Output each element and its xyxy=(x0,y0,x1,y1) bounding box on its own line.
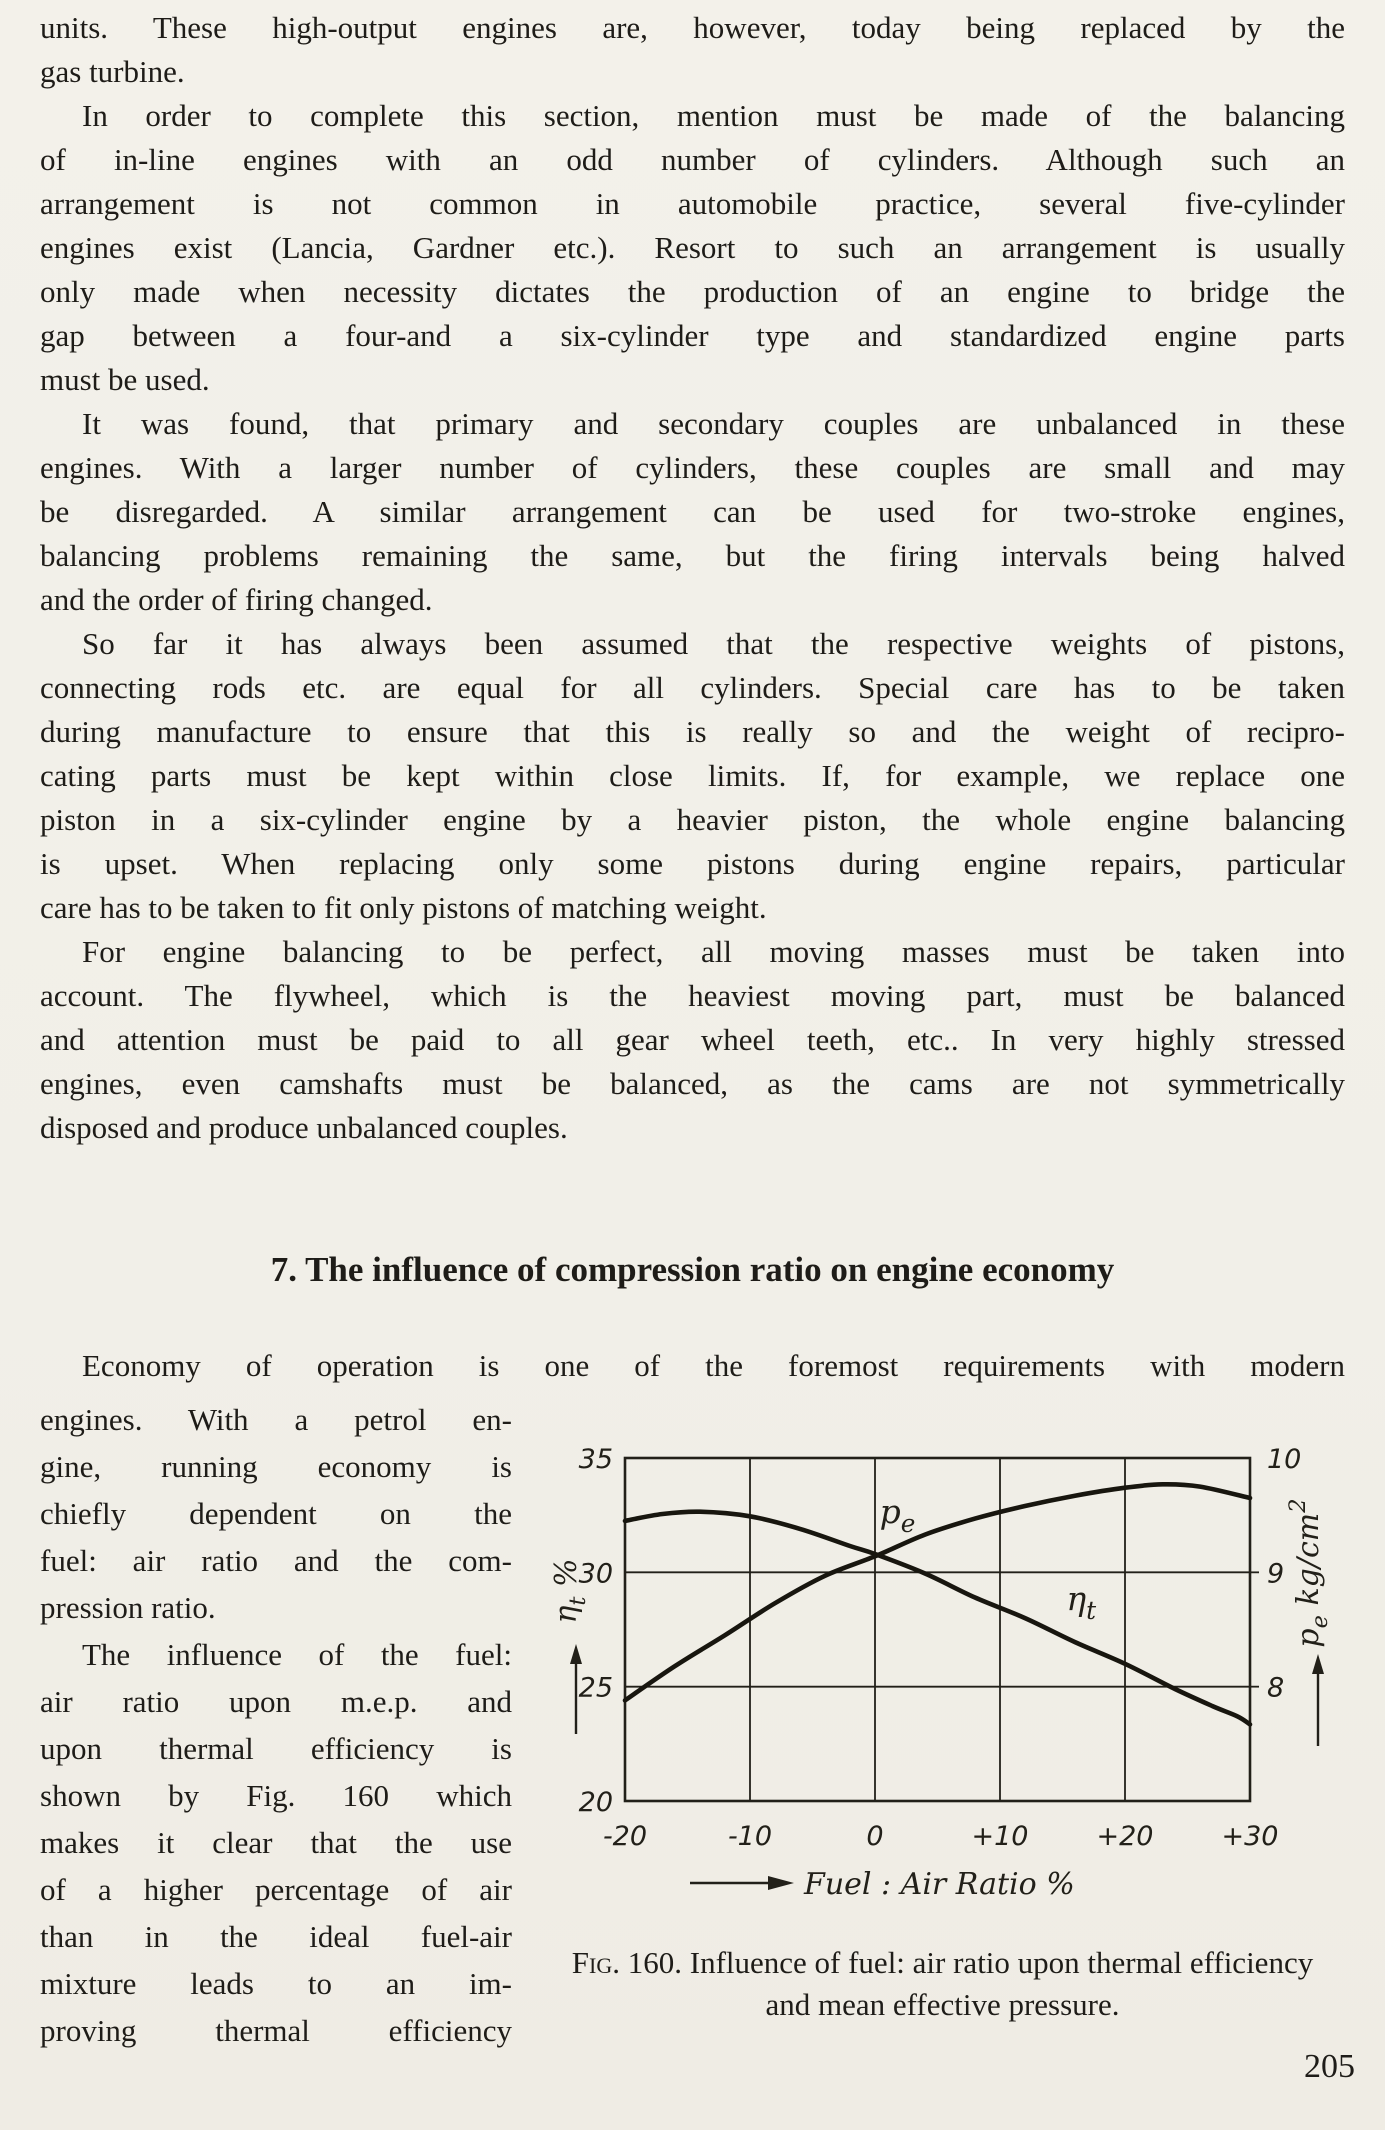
x-axis-tick: +10 xyxy=(971,1821,1029,1852)
text-line: For engine balancing to be perfect, all moving masses must be taken into xyxy=(82,934,1345,969)
x-axis-label: Fuel : Air Ratio % xyxy=(804,1867,1075,1902)
x-axis-tick: -20 xyxy=(602,1821,648,1852)
text-line: gine, running economy is xyxy=(40,1449,512,1484)
figure-caption-text: Influence of fuel: air ratio upon thermal efficiency and mean effective pressure. xyxy=(682,1945,1314,2022)
text-line: upon thermal efficiency is xyxy=(40,1731,512,1766)
text-line: is upset. When replacing only some pistons during engine repairs, particular xyxy=(40,846,1345,881)
pe-curve xyxy=(625,1484,1250,1700)
text-line: units. These high-output engines are, however, today being replaced by the xyxy=(40,10,1345,45)
text-line: disposed and produce unbalanced couples. xyxy=(40,1110,568,1145)
y-axis-tick-right: 10 xyxy=(1267,1444,1302,1475)
text-line: than in the ideal fuel-air xyxy=(40,1919,512,1954)
text-line: care has to be taken to fit only pistons of matching weight. xyxy=(40,890,767,925)
paragraph xyxy=(40,1631,512,2054)
text-line: and attention must be paid to all gear wheel teeth, etc.. In very highly stressed xyxy=(40,1022,1345,1057)
y-axis-tick-left: 25 xyxy=(578,1672,613,1704)
text-line: of a higher percentage of air xyxy=(40,1872,512,1907)
paragraph xyxy=(40,622,1345,930)
text-line: engines. With a petrol en- xyxy=(40,1402,512,1437)
text-line: The influence of the fuel: xyxy=(82,1637,512,1672)
text-line: gap between a four-and a six-cylinder type and standardized engine parts xyxy=(40,318,1345,353)
text-line: connecting rods etc. are equal for all cylinders. Special care has to be taken xyxy=(40,670,1345,705)
text-line: In order to complete this section, mention must be made of the balancing xyxy=(82,98,1345,133)
text-line: and the order of firing changed. xyxy=(40,582,433,617)
figure-caption-tag: Fig. 160. xyxy=(571,1945,682,1980)
paragraph xyxy=(40,1396,512,1631)
y-axis-label-left: $\eta_t$ % xyxy=(549,1558,591,1624)
paragraph xyxy=(40,402,1345,622)
paragraph xyxy=(40,930,1345,1150)
text-line: account. The flywheel, which is the heaviest moving part, must be balanced xyxy=(40,978,1345,1013)
y-axis-tick-left: 20 xyxy=(578,1787,613,1818)
main-text xyxy=(40,6,1345,1150)
paragraph xyxy=(40,94,1345,402)
text-line: So far it has always been assumed that the respective weights of pistons, xyxy=(82,626,1345,661)
text-line: Economy of operation is one of the foremost requirements with modern xyxy=(82,1348,1345,1383)
section-heading: 7. The influence of compression ratio on engine economy xyxy=(270,1250,1115,1289)
y-axis-tick-right: 8 xyxy=(1267,1672,1285,1704)
x-axis-tick: +30 xyxy=(1221,1821,1279,1852)
text-line: of in-line engines with an odd number of cylinders. Although such an xyxy=(40,142,1345,177)
text-line: balancing problems remaining the same, but the firing intervals being halved xyxy=(40,538,1345,573)
pe-label: $p_e$ xyxy=(879,1492,916,1539)
text-line: during manufacture to ensure that this is really so and the weight of recipro- xyxy=(40,714,1345,749)
text-line: cating parts must be kept within close limits. If, for example, we replace one xyxy=(40,758,1345,793)
y-axis-tick-right: 9 xyxy=(1267,1558,1285,1590)
eta-t-label: $\eta_t$ xyxy=(1066,1579,1097,1626)
text-line: fuel: air ratio and the com- xyxy=(40,1543,512,1578)
text-line: arrangement is not common in automobile practice, several five-cylinder xyxy=(40,186,1345,221)
text-line: engines. With a larger number of cylinders, these couples are small and may xyxy=(40,450,1345,485)
text-line: mixture leads to an im- xyxy=(40,1966,512,2001)
x-axis-arrow-icon-head xyxy=(768,1876,794,1890)
fig160-chart xyxy=(540,1396,1345,1916)
text-line: must be used. xyxy=(40,362,210,397)
text-line: engines, even camshafts must be balanced, as the cams are not symmetrically xyxy=(40,1066,1345,1101)
text-line: engines exist (Lancia, Gardner etc.). Resort to such an arrangement is usually xyxy=(40,230,1345,265)
text-line: be disregarded. A similar arrangement can be used for two-stroke engines, xyxy=(40,494,1345,529)
paragraph xyxy=(40,6,1345,94)
eta-t-curve xyxy=(625,1512,1250,1725)
figure-caption xyxy=(548,1942,1338,2026)
text-line: makes it clear that the use xyxy=(40,1825,512,1860)
left-axis-arrow-icon-head xyxy=(570,1644,582,1664)
two-column-area xyxy=(40,1396,1345,2054)
text-line: chiefly dependent on the xyxy=(40,1496,512,1531)
x-axis-tick: 0 xyxy=(866,1821,884,1852)
text-line: proving thermal efficiency xyxy=(40,2013,512,2048)
left-column-text xyxy=(40,1396,512,2054)
text-line: gas turbine. xyxy=(40,54,185,89)
y-axis-tick-left: 30 xyxy=(578,1558,613,1590)
text-line: only made when necessity dictates the production of an engine to bridge the xyxy=(40,274,1345,309)
right-axis-arrow-icon-head xyxy=(1312,1654,1324,1674)
text-line: air ratio upon m.e.p. and xyxy=(40,1684,512,1719)
text-line: It was found, that primary and secondary couples are unbalanced in these xyxy=(82,406,1345,441)
text-line: pression ratio. xyxy=(40,1590,216,1625)
text-line: piston in a six-cylinder engine by a heavier piston, the whole engine balancing xyxy=(40,802,1345,837)
figure-160 xyxy=(540,1396,1345,2054)
intro-line xyxy=(40,1344,1345,1388)
y-axis-tick-left: 35 xyxy=(578,1444,613,1475)
plot-border xyxy=(625,1458,1250,1801)
x-axis-tick: -10 xyxy=(727,1821,773,1852)
text-line: shown by Fig. 160 which xyxy=(40,1778,512,1813)
page-number: 205 xyxy=(1304,2048,1355,2085)
x-axis-tick: +20 xyxy=(1096,1821,1154,1852)
y-axis-label-right: $p_e$ $kg/cm^2$ xyxy=(1285,1498,1333,1648)
